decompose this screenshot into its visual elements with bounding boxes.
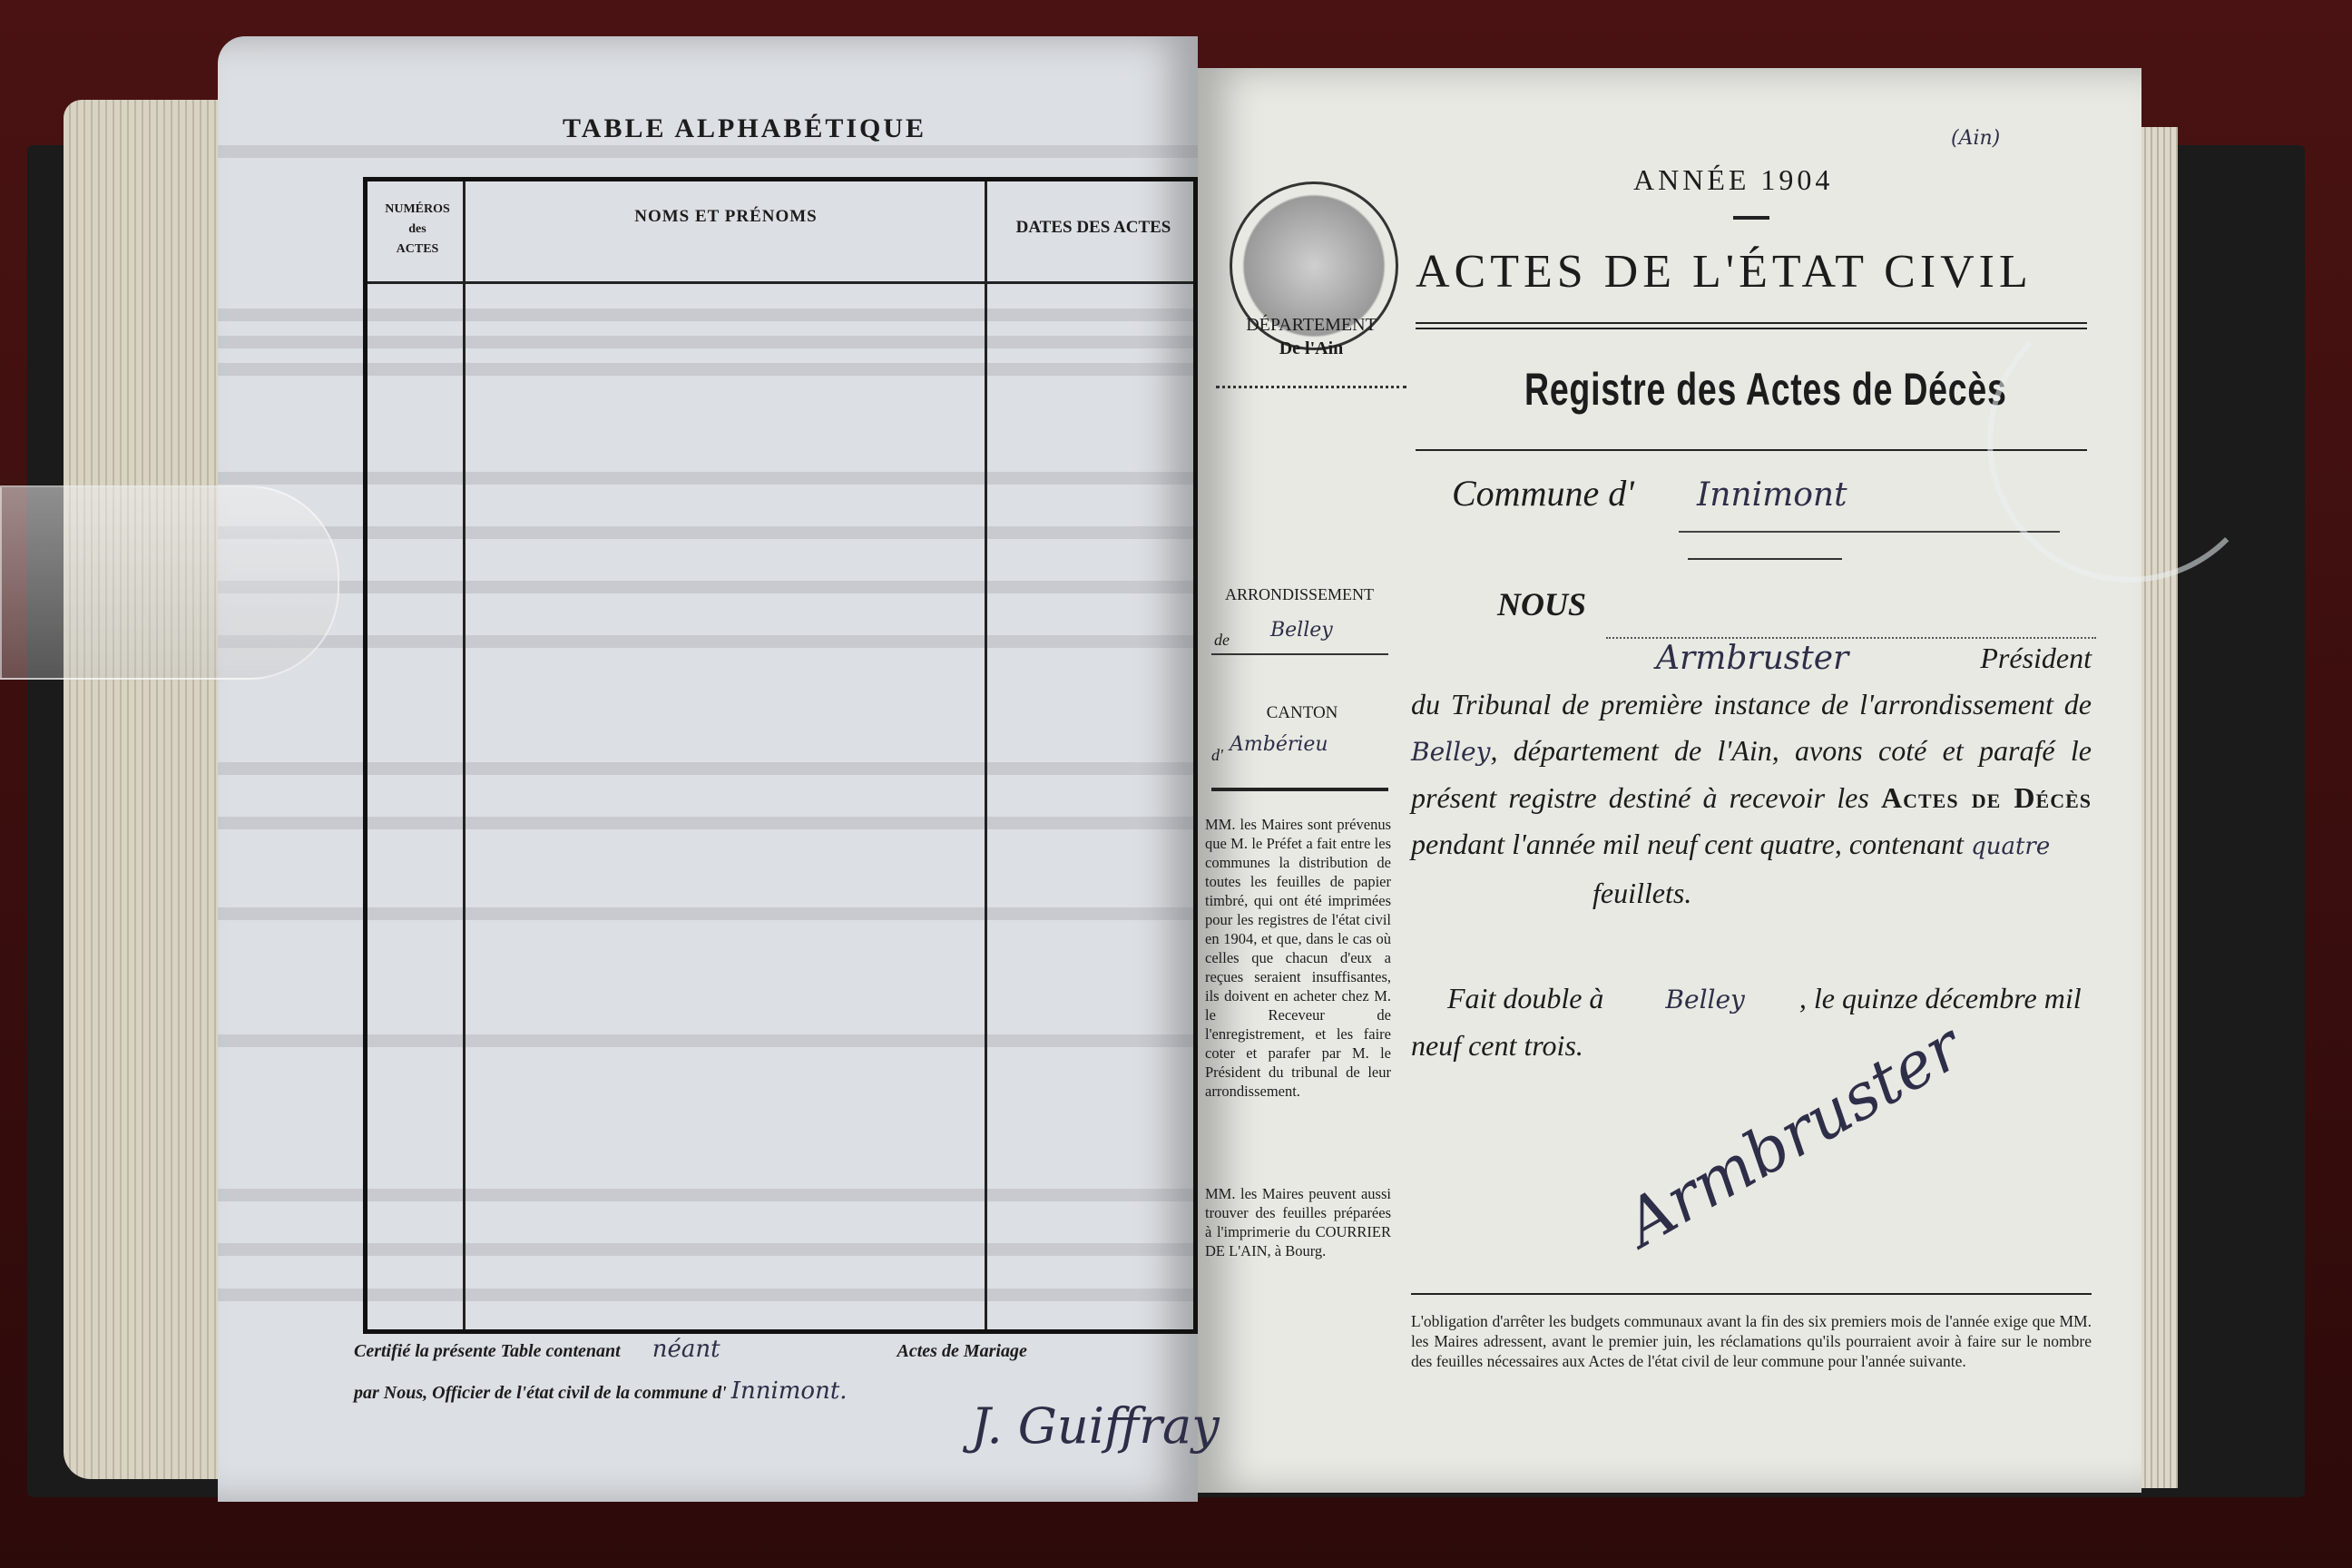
side-note-maires: MM. les Maires sont prévenus que M. le Préfet a fait entre les communes la distribution de toutes les feuilles de papier timbré, qui ont été imprimées pour les registres de l'état civil en 1904, et que, dans le cas où celles que chacun d'eux a reçues seraient insuffisantes, ils doivent en acheter chez M. le Receveur de l'enregistrement, et les faire coter et parafer par M. le Président du tribunal de leur arrondissement. xyxy=(1205,816,1391,1100)
president-name: Armbruster xyxy=(1656,640,1849,677)
arrondissement-handwritten: Belley xyxy=(1411,737,1491,767)
arrondissement-de: de xyxy=(1214,631,1230,649)
fait-place: Belley xyxy=(1665,985,1745,1014)
nous-label: NOUS xyxy=(1497,586,1587,622)
stamp-department: DÉPARTEMENT De l'Ain xyxy=(1246,315,1377,358)
year-heading: ANNÉE 1904 xyxy=(1633,163,1834,196)
main-title: ACTES DE L'ÉTAT CIVIL xyxy=(1416,246,2033,298)
double-rule xyxy=(1416,322,2087,329)
table-title: TABLE ALPHABÉTIQUE xyxy=(563,113,927,143)
canton-label: CANTON xyxy=(1266,703,1338,722)
canton-d: d' xyxy=(1211,746,1223,764)
arrondissement-label: ARRONDISSEMENT xyxy=(1224,585,1374,603)
certif-value: néant xyxy=(652,1336,720,1363)
arrondissement-value: Belley xyxy=(1270,619,1333,642)
divider xyxy=(1688,558,1842,560)
sheet-count: quatre xyxy=(1971,833,2051,860)
rule xyxy=(1416,449,2087,451)
commune-label: Commune d' xyxy=(1452,473,1634,514)
rule xyxy=(1211,788,1388,791)
page-clip-right xyxy=(1987,299,2270,583)
column-header-numeros: NUMÉROS des ACTES xyxy=(385,202,450,256)
side-note-imprimerie: MM. les Maires peuvent aussi trouver des feuilles préparées à l'imprimerie du COURRIER DE L'AIN, à Bourg. xyxy=(1205,1185,1391,1259)
alphabetical-table xyxy=(363,177,1198,1334)
commune-value: Innimont xyxy=(1697,476,1847,514)
page-clip-left xyxy=(0,485,339,680)
register-title: Registre des Actes de Décès xyxy=(1524,364,2007,415)
footnote-budget: L'obligation d'arrêter les budgets communaux avant la fin des six premiers mois de l'année exige que MM. les Maires adressent, avant le premier juin, les réclamations qu'ils pourraient avoir à faire sur le nombre des feuilles nécessaires aux Actes de l'état civil de leur commune pour l'année suivante. xyxy=(1411,1312,2092,1370)
column-header-dates: DATES DES ACTES xyxy=(1015,218,1171,237)
column-header-names: NOMS ET PRÉNOMS xyxy=(634,207,818,226)
certif-commune: Innimont. xyxy=(730,1377,848,1405)
president-signature: Armbruster xyxy=(1612,1009,1975,1261)
divider xyxy=(1733,216,1769,220)
certification-text: Certifié la présente Table contenant néant Actes de Mariage par Nous, Officier de l'état civil de la commune d' Innimont. xyxy=(354,1336,1027,1405)
rule xyxy=(1211,653,1388,655)
corner-annotation: (Ain) xyxy=(1951,127,2001,150)
rule xyxy=(1411,1293,2092,1295)
canton-value: Ambérieu xyxy=(1230,733,1328,756)
declaration-text: Armbruster Président du Tribunal de première instance de l'arrondissement de Belley, département de l'Ain, avons coté et parafé le présent registre destiné à recevoir les Actes de Décès pendant l'année mil neuf cent quatre, contenant quatre feuillets. xyxy=(1411,635,2092,916)
left-signature: J. Guiffray xyxy=(971,1397,1220,1455)
commune-underline xyxy=(1679,531,2060,533)
stamp-border xyxy=(1216,377,1406,388)
fait-double-text: Fait double à Belley , le quinze décembre mil neuf cent trois. xyxy=(1411,982,2082,1062)
